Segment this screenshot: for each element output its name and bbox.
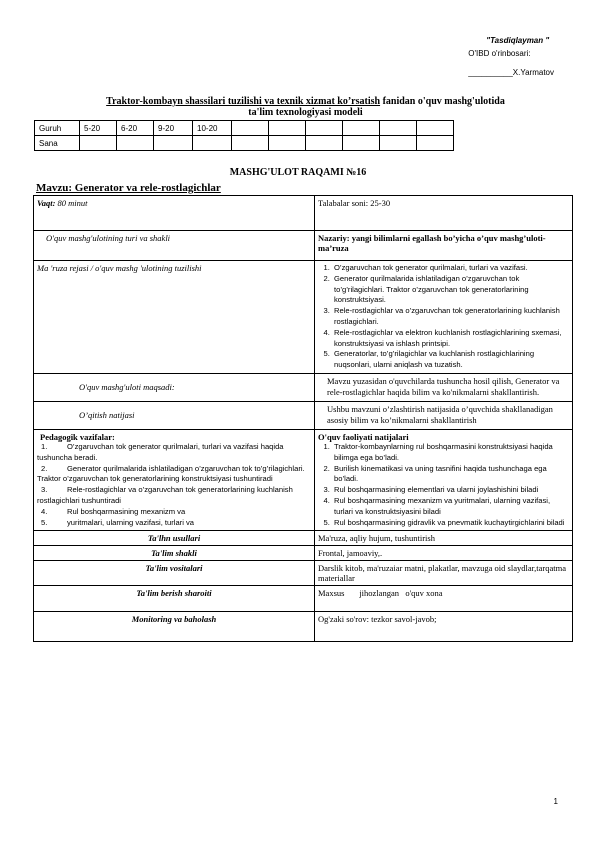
type-label: O'quv mashg'ulotining turi va shakli: [34, 231, 315, 261]
row-type: [34, 231, 573, 261]
form-value: Frontal, jamoaviy,.: [315, 546, 573, 561]
group-cell: [269, 121, 306, 136]
group-cell: 6-20: [117, 121, 154, 136]
activity-item: 3. Rul boshqarmasining elementlari va ularni joylashishini biladi: [332, 485, 569, 496]
group-cell: Guruh: [35, 121, 80, 136]
date-cell: [380, 136, 417, 151]
lesson-table: [33, 195, 573, 642]
pedagogic-list: [37, 442, 311, 528]
date-cell: [232, 136, 269, 151]
activity-item: 1. Traktor-kombaynlarning rul boshqarmasini konstruktsiyasi haqida bilimga ega bo’ladi.: [332, 442, 569, 464]
row-methods: [34, 531, 573, 546]
plan-item: 3. Rele-rostlagichlar va o’zgaruvchan tok generatorlarining kuchlanish rostlagichlari.: [332, 306, 569, 328]
methods-label: Ta'lhn usullari: [34, 531, 315, 546]
approval-signature: __________X.Yarmatov: [468, 68, 554, 77]
group-cell: [417, 121, 454, 136]
groups-table: [34, 120, 454, 151]
group-cell: [306, 121, 343, 136]
date-cell: [417, 136, 454, 151]
lesson-number: MASHG'ULOT RAQAMI №16: [229, 167, 367, 178]
row-aim: [34, 373, 573, 401]
time-value: 80 minut: [55, 198, 88, 208]
monitoring-label: Monitoring va baholash: [34, 612, 315, 642]
row-plan: [34, 261, 573, 374]
pedagogic-item: 2. Generator qurilmalarida ishlatiladigan o’zgaruvchan tok to’g’rilagichlari. Traktor o’zgaruvchan tok generatorlarining konstruktsiyasi tushuntiradi: [37, 463, 305, 484]
plan-item: 5. Generatorlar, to’g’rilagichlar va kuchlanish rostlagichlarining nuqsonlari, ularni aniqlash va tuzatish.: [332, 349, 569, 371]
row-monitoring: [34, 612, 573, 642]
time-cell: [34, 196, 315, 231]
lesson-topic: Mavzu: Generator va rele-rostlagichlar: [36, 182, 221, 194]
group-cell: 5-20: [80, 121, 117, 136]
date-cell: [117, 136, 154, 151]
activity-item: 4. Rul boshqarmasining mexanizm va yuritmalari, ularning vazifasi, turlari va konstruktsiyasini biladi: [332, 496, 569, 518]
plan-label: Ma 'ruza rejasi / o'quv mashg 'ulotining tuzilishi: [34, 261, 315, 374]
students-count: Talabalar soni: 25-30: [315, 196, 573, 231]
group-cell: 9-20: [154, 121, 193, 136]
title-line2: ta'lim texnologiyasi modeli: [248, 107, 363, 118]
plan-cell: [315, 261, 573, 374]
activity-label: O'quv faoliyati natijalari: [318, 431, 409, 442]
result-value: Ushbu mavzuni o’zlashtirish natijasida o’quvchida shakllanadigan asosiy bilim va ko’nikmalarni shakllantirish: [315, 401, 573, 429]
page-number: 1: [553, 797, 558, 806]
title-rest: fanidan o'quv mashg'ulotida: [380, 96, 505, 107]
row-form: [34, 546, 573, 561]
document-title: [35, 96, 576, 118]
approval-block: [468, 34, 554, 79]
row-objectives: [34, 429, 573, 530]
row-tools: [34, 561, 573, 586]
activity-list: [318, 442, 569, 528]
pedagogic-item: 5. yuritmalari, ularning vazifasi, turlari va: [41, 517, 195, 527]
group-cell: [232, 121, 269, 136]
row-result: [34, 401, 573, 429]
pedagogic-label: Pedagogik vazifalar:: [40, 431, 115, 442]
group-cell: [380, 121, 417, 136]
activity-item: 5. Rul boshqarmasining gidravlik va pnevmatik kuchaytirgichlarini biladi: [332, 518, 569, 529]
pedagogic-cell: [34, 429, 315, 530]
methods-value: Ma'ruza, aqliy hujum, tushuntirish: [315, 531, 573, 546]
plan-item: 2. Generator qurilmalarida ishlatiladigan o’zgaruvchan tok to’g’rilagichlari. Traktor o’zgaruvchan tok generatorlarining konstruktsiyasi.: [332, 274, 569, 306]
form-label: Ta'lim shakli: [34, 546, 315, 561]
activity-item: 2. Burilish kinematikasi va uning tasnifini haqida tushunchaga ega bo’ladi.: [332, 464, 569, 486]
date-cell: [269, 136, 306, 151]
time-label: Vaqt:: [37, 198, 56, 208]
pedagogic-item: 1. O’zgaruvchan tok generator qurilmalari, turlari va vazifasi haqida tushuncha beradi.: [37, 441, 284, 462]
aim-value: Mavzu yuzasidan o'quvchilarda tushuncha hosil qilish, Generator va rele-rostlagichlar haqida bilim va ko'nikmalarni shakllantirish.: [315, 373, 573, 401]
conditions-label: Ta'lim berish sharoiti: [34, 586, 315, 612]
date-cell: [154, 136, 193, 151]
group-cell: [343, 121, 380, 136]
date-cell: [343, 136, 380, 151]
tools-value: Darslik kitob, ma'ruzaiar matni, plakatlar, mavzuga oid slaydlar,tarqatma materiallar: [315, 561, 573, 586]
plan-list: [318, 263, 569, 371]
conditions-value: Maxsus jihozlangan o'quv xona: [315, 586, 573, 612]
plan-item: 4. Rele-rostlagichlar va elektron kuchlanish rostlagichlarining sxemasi, konstruktsiyasi va ishlash printsipi.: [332, 328, 569, 350]
date-cell: [80, 136, 117, 151]
date-cell: [193, 136, 232, 151]
tools-label: Ta'lim vositalari: [34, 561, 315, 586]
pedagogic-item: 4. Rul boshqarmasining mexanizm va: [41, 506, 186, 516]
row-conditions: [34, 586, 573, 612]
approval-position: O'IBD o'rinbosari:: [468, 49, 531, 58]
monitoring-value: Og'zaki so'rov: tezkor savol-javob;: [315, 612, 573, 642]
dates-row: [35, 136, 454, 151]
type-value: Nazariy: yangi bilimlarni egallash bo’yicha o’quv mashg’uloti-ma’ruza: [315, 231, 573, 261]
group-cell: 10-20: [193, 121, 232, 136]
result-label: O’qitish natijasi: [34, 401, 315, 429]
date-cell: [306, 136, 343, 151]
row-time: [34, 196, 573, 231]
course-name: Traktor-kombayn shassilari tuzilishi va texnik xizmat ko’rsatish: [106, 96, 381, 107]
date-cell: Sana: [35, 136, 80, 151]
activity-cell: [315, 429, 573, 530]
approval-title: "Tasdiqlayman ": [486, 36, 550, 45]
aim-label: O'quv mashg'uloti maqsadi:: [34, 373, 315, 401]
plan-item: 1. O’zgaruvchan tok generator qurilmalari, turlari va vazifasi.: [332, 263, 569, 274]
pedagogic-item: 3. Rele-rostlagichlar va o’zgaruvchan tok generatorlarining kuchlanish rostlagichlari tushuntiradi: [37, 485, 293, 505]
groups-row: [35, 121, 454, 136]
